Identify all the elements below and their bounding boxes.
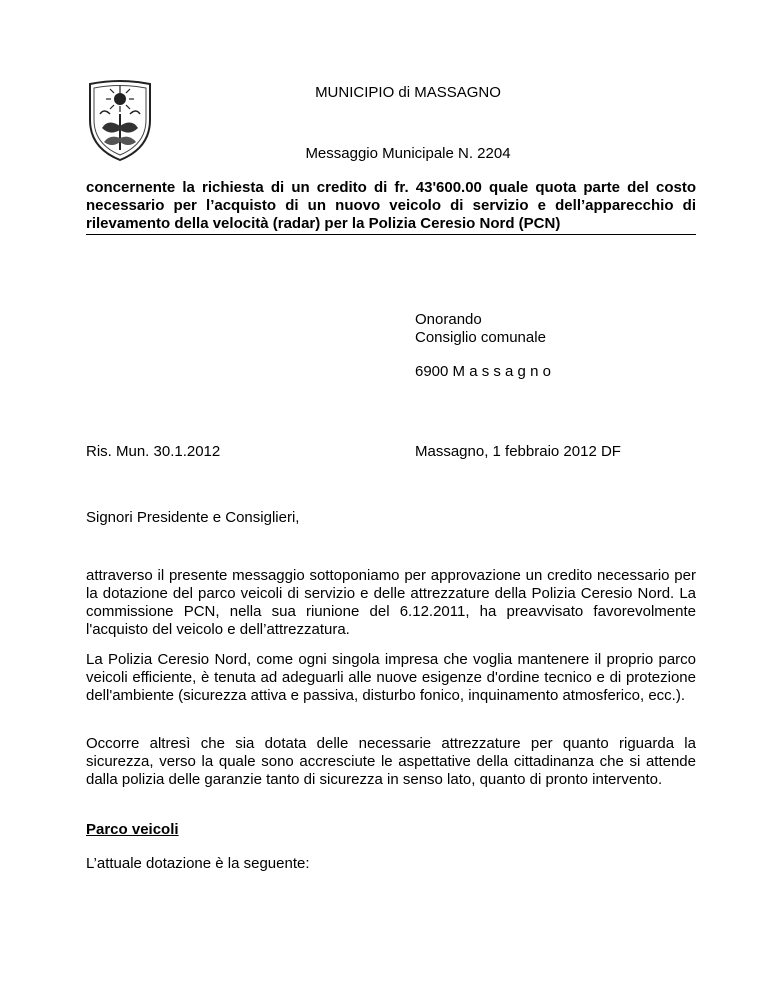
section-intro: L’attuale dotazione è la seguente: — [86, 855, 310, 872]
recipient-line-2: Consiglio comunale — [415, 329, 546, 346]
place-date: Massagno, 1 febbraio 2012 DF — [415, 443, 621, 460]
body-paragraph-3: Occorre altresì che sia dotata delle necessarie attrezzature per quanto riguarda la sicurezza, verso la quale sono accresciute le aspettative della cittadinanza che si attende dalla polizia delle garanzie tanto di sicurezza in senso lato, quanto di pronto intervento. — [86, 735, 696, 788]
municipal-coat-of-arms-icon — [84, 78, 156, 162]
section-heading: Parco veicoli — [86, 821, 179, 838]
body-paragraph-1: attraverso il presente messaggio sottoponiamo per approvazione un credito necessario per la dotazione del parco veicoli di servizio e delle attrezzature della Polizia Ceresio Nord. La commissione PCN, nella sua riunione del 6.12.2011, ha preavvisato favorevolmente l'acquisto del veicolo e dell’attrezzatura. — [86, 567, 696, 638]
resolution-reference: Ris. Mun. 30.1.2012 — [86, 443, 221, 460]
salutation: Signori Presidente e Consiglieri, — [86, 509, 300, 526]
subject-divider — [86, 234, 696, 235]
municipality-title: MUNICIPIO di MASSAGNO — [315, 84, 501, 101]
body-paragraph-2: La Polizia Ceresio Nord, come ogni singola impresa che voglia mantenere il proprio parco veicoli efficiente, è tenuta ad adeguarli alle nuove esigenze d'ordine tecnico e di protezione dell'ambiente (sicurezza attiva e passiva, disturbo fonico, inquinamento atmosferico, ecc.). — [86, 651, 696, 704]
recipient-address: 6900 M a s s a g n o — [415, 363, 551, 380]
message-number: Messaggio Municipale N. 2204 — [305, 145, 511, 162]
message-subject: concernente la richiesta di un credito di fr. 43'600.00 quale quota parte del costo necessario per l’acquisto di un nuovo veicolo di servizio e dell’apparecchio di rilevamento della velocità (radar) per la Polizia Ceresio Nord (PCN) — [86, 179, 696, 232]
recipient-line-1: Onorando — [415, 311, 482, 328]
